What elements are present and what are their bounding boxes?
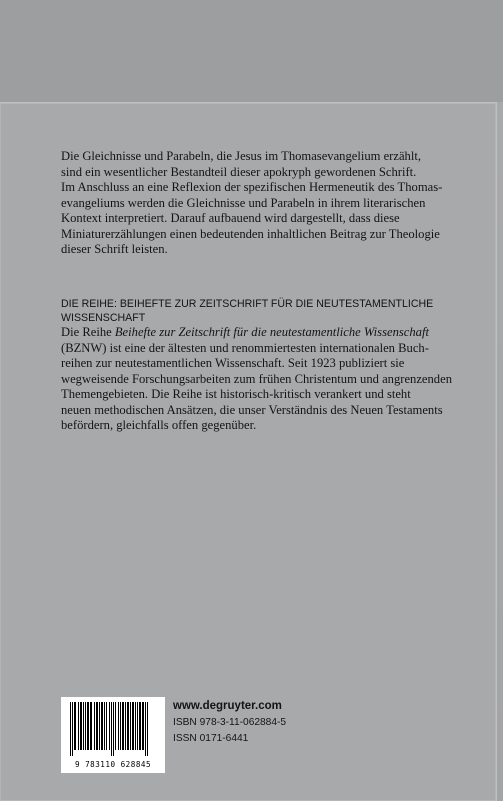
barcode-bar bbox=[142, 702, 144, 750]
series-description bbox=[61, 325, 471, 434]
barcode-digits: 9 783110 628845 bbox=[74, 760, 152, 769]
barcode-bar bbox=[145, 702, 146, 756]
barcode-bar bbox=[74, 702, 76, 750]
barcode-bar bbox=[72, 702, 73, 756]
barcode-bar bbox=[104, 702, 105, 750]
barcode-bar bbox=[120, 702, 121, 750]
barcode-bar bbox=[122, 702, 124, 750]
series-title-italic: Beihefte zur Zeitschrift für die neutestamentliche Wissenschaft bbox=[114, 325, 429, 339]
barcode-bar bbox=[130, 702, 131, 750]
barcode-bar bbox=[139, 702, 141, 750]
barcode-bar bbox=[78, 702, 79, 750]
barcode-bar bbox=[113, 702, 114, 756]
series-line-5: Themengebieten. Die Reihe ist historisch-kritisch verankert und steht bbox=[61, 387, 411, 401]
barcode-bar bbox=[70, 702, 71, 756]
barcode-bar bbox=[115, 702, 116, 750]
publisher-url[interactable]: www.degruyter.com bbox=[173, 700, 282, 712]
barcode-bar bbox=[106, 702, 107, 750]
series-intro: Die Reihe bbox=[61, 325, 115, 339]
barcode-bar bbox=[96, 702, 98, 750]
isbn-number: ISBN 978-3-11-062884-5 bbox=[173, 717, 287, 728]
barcode-bar bbox=[94, 702, 95, 750]
series-line-6: neuen methodischen Ansätzen, die unser Verständnis des Neuen Testaments bbox=[61, 402, 443, 417]
barcode-bar bbox=[99, 702, 100, 750]
series-line-2: (BZNW) ist eine der ältesten und renommiertesten internationalen Buch- bbox=[61, 340, 429, 355]
barcode-bar bbox=[101, 702, 103, 750]
series-heading: DIE REIHE: BEIHEFTE ZUR ZEITSCHRIFT FÜR DIE NEUTESTAMENTLICHE WISSENSCHAFT bbox=[61, 298, 434, 324]
barcode-bar bbox=[135, 702, 136, 750]
series-line-7: befördern, gleichfalls offen gegenüber. bbox=[61, 418, 257, 432]
barcode-bar bbox=[125, 702, 126, 750]
barcode-bar bbox=[80, 702, 82, 750]
barcode-bar bbox=[137, 702, 138, 750]
series-line-1 bbox=[61, 325, 471, 341]
series-line-3: reihen zur neutestamentlichen Wissenschaft. Seit 1923 publiziert sie bbox=[61, 356, 405, 370]
blurb-paragraph: Die Gleichnisse und Parabeln, die Jesus im Thomasevangelium erzählt, sind ein wesentlicher Bestandteil dieser apokryph gewordenen Schrift. Im Anschluss an eine Reflexion der spezifischen Hermeneutik des Thomas- evangeliums werden die Gleichnisse und Parabeln in ihrem literarischen Kontext interpretiert. Darauf aufbauend wird dargestellt, dass diese Miniaturerzählungen einen bedeutenden inhaltlichen Beitrag zur Theologie dieser Schrift leisten. bbox=[61, 149, 443, 256]
barcode-bar bbox=[147, 702, 148, 756]
issn-number: ISSN 0171-6441 bbox=[173, 733, 249, 744]
top-band bbox=[0, 0, 503, 102]
barcode-bar bbox=[111, 702, 112, 756]
barcode-bar bbox=[109, 702, 110, 750]
barcode-bars bbox=[66, 702, 160, 758]
barcode-bar bbox=[127, 702, 129, 750]
barcode-bar bbox=[87, 702, 89, 750]
series-line-4: wegweisende Forschungsarbeiten zum frühen Christentum und angrenzenden bbox=[61, 371, 452, 386]
barcode-bar bbox=[83, 702, 84, 750]
barcode-bar bbox=[118, 702, 119, 750]
barcode-bar bbox=[85, 702, 86, 750]
isbn-barcode bbox=[61, 697, 165, 773]
barcode-bar bbox=[90, 702, 92, 750]
barcode-bar bbox=[132, 702, 134, 750]
